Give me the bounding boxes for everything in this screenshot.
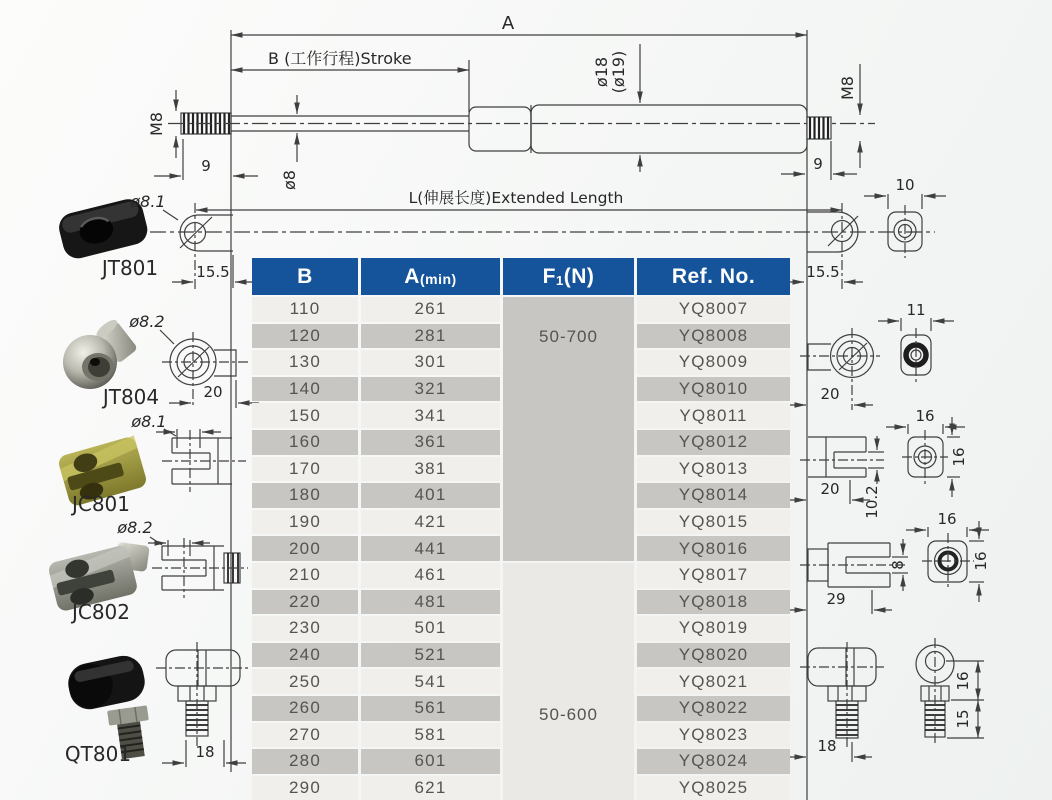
cell-ref-YQ8014: YQ8014: [637, 483, 790, 508]
force-group-50-600-label: 50-600: [539, 704, 598, 724]
col-header-f-post: (N): [563, 264, 595, 288]
cell-ref-YQ8010: YQ8010: [637, 377, 790, 402]
cell-amin-601: 601: [361, 749, 500, 774]
body-dia-label-1: ø18: [592, 56, 611, 88]
qt-dim-right: 18: [817, 737, 837, 755]
cell-b-110: 110: [252, 297, 358, 322]
clevis1-dim-bottom: 20: [820, 480, 840, 498]
col-header-f-sub: 1: [555, 273, 564, 288]
cell-amin-561: 561: [361, 696, 500, 721]
sq1-height-dim: 16: [950, 447, 968, 467]
cell-amin-421: 421: [361, 510, 500, 535]
cell-amin-321: 321: [361, 377, 500, 402]
col-header-a: [361, 258, 500, 295]
cell-ref-YQ8022: YQ8022: [637, 696, 790, 721]
cell-ref-YQ8020: YQ8020: [637, 643, 790, 668]
col-header-b: [252, 258, 358, 295]
clevis2-dim-bottom: 29: [826, 590, 846, 608]
cell-ref-YQ8016: YQ8016: [637, 536, 790, 561]
col-header-a-main: A: [404, 264, 420, 288]
fitting-dia-jt804: ø8.2: [129, 312, 165, 331]
force-group-50-600: [503, 563, 634, 800]
fitting-name-jt804: JT804: [102, 385, 160, 409]
col-header-f: [503, 258, 634, 295]
cell-ref-YQ8023: YQ8023: [637, 723, 790, 748]
cell-b-130: 130: [252, 350, 358, 375]
fitting-dia-jc802: ø8.2: [117, 518, 153, 537]
thread-len-right: 9: [813, 155, 823, 173]
cell-amin-481: 481: [361, 590, 500, 615]
cell-b-260: 260: [252, 696, 358, 721]
ball-dim-right: 20: [820, 385, 840, 403]
cell-b-150: 150: [252, 403, 358, 428]
cell-ref-YQ8011: YQ8011: [637, 403, 790, 428]
cell-amin-461: 461: [361, 563, 500, 588]
cell-ref-YQ8013: YQ8013: [637, 457, 790, 482]
cell-b-140: 140: [252, 377, 358, 402]
cell-ref-YQ8018: YQ8018: [637, 590, 790, 615]
cell-amin-281: 281: [361, 324, 500, 349]
cell-ref-YQ8017: YQ8017: [637, 563, 790, 588]
cell-b-220: 220: [252, 590, 358, 615]
cell-b-280: 280: [252, 749, 358, 774]
cell-amin-501: 501: [361, 616, 500, 641]
dim-a-label: A: [501, 13, 515, 34]
col-header-f-main: F: [542, 264, 556, 288]
sq2-width-dim: 16: [937, 510, 957, 528]
cell-b-270: 270: [252, 723, 358, 748]
cell-amin-341: 341: [361, 403, 500, 428]
cell-b-160: 160: [252, 430, 358, 455]
eyelet-dim-left: 15.5: [196, 263, 230, 281]
dim-l-label: L(伸展长度)Extended Length: [408, 189, 624, 207]
rod-dia-label: ø8: [280, 170, 299, 190]
fitting-name-qt801: QT801: [64, 742, 132, 766]
cell-b-180: 180: [252, 483, 358, 508]
force-group-50-700-label: 50-700: [539, 327, 598, 346]
cell-ref-YQ8025: YQ8025: [637, 776, 790, 800]
cell-b-230: 230: [252, 616, 358, 641]
cell-ref-YQ8015: YQ8015: [637, 510, 790, 535]
fitting-dia-jt801: ø8.1: [130, 192, 166, 211]
cell-amin-621: 621: [361, 776, 500, 800]
col-header-b-label: B: [297, 264, 313, 288]
cell-ref-YQ8024: YQ8024: [637, 749, 790, 774]
qt-front-dim-16: 16: [954, 671, 972, 691]
spec-table: [252, 258, 790, 800]
cell-ref-YQ8007: YQ8007: [637, 297, 790, 322]
eyelet-dim-right: 15.5: [806, 263, 840, 281]
nut10-dim: 10: [895, 176, 915, 194]
cell-ref-YQ8012: YQ8012: [637, 430, 790, 455]
thread-m8-left-label: M8: [147, 112, 166, 136]
thread-m8-right-label: M8: [838, 76, 857, 100]
col-header-a-sub: (min): [419, 270, 457, 287]
cell-ref-YQ8021: YQ8021: [637, 669, 790, 694]
fitting-name-jt801: JT801: [101, 256, 159, 280]
cell-b-190: 190: [252, 510, 358, 535]
cell-b-120: 120: [252, 324, 358, 349]
clevis1-slot-dim: 10.2: [863, 485, 881, 519]
fitting-dia-jc801: ø8.1: [131, 412, 167, 431]
col-header-ref: [637, 258, 790, 295]
cell-ref-YQ8019: YQ8019: [637, 616, 790, 641]
cell-amin-581: 581: [361, 723, 500, 748]
fitting-name-jc802: JC802: [71, 600, 131, 624]
cell-b-250: 250: [252, 669, 358, 694]
cell-ref-YQ8008: YQ8008: [637, 324, 790, 349]
clevis2-slot-dim: 8: [889, 560, 907, 570]
cell-b-240: 240: [252, 643, 358, 668]
cell-amin-441: 441: [361, 536, 500, 561]
thread-len-left: 9: [201, 157, 211, 175]
cell-amin-401: 401: [361, 483, 500, 508]
cell-b-170: 170: [252, 457, 358, 482]
sq1-width-dim: 16: [915, 407, 935, 425]
qt-front-dim-15: 15: [954, 709, 972, 729]
col-header-ref-label: Ref. No.: [671, 264, 756, 288]
cell-amin-301: 301: [361, 350, 500, 375]
force-group-50-700: [503, 297, 634, 561]
nut11-dim: 11: [906, 301, 926, 319]
sq2-height-dim: 16: [972, 551, 990, 571]
qt-dim-left: 18: [195, 743, 215, 761]
cell-amin-261: 261: [361, 297, 500, 322]
fitting-photo-jt804: [63, 317, 138, 389]
fitting-name-jc801: JC801: [71, 492, 131, 516]
dim-b-label: B (工作行程)Stroke: [268, 49, 412, 68]
cell-b-210: 210: [252, 563, 358, 588]
cell-amin-541: 541: [361, 669, 500, 694]
cell-amin-381: 381: [361, 457, 500, 482]
cell-amin-521: 521: [361, 643, 500, 668]
body-dia-label-2: (ø19): [609, 50, 628, 94]
cell-b-200: 200: [252, 536, 358, 561]
cell-amin-361: 361: [361, 430, 500, 455]
cell-ref-YQ8009: YQ8009: [637, 350, 790, 375]
cell-b-290: 290: [252, 776, 358, 800]
ball-dim-left: 20: [203, 383, 223, 401]
